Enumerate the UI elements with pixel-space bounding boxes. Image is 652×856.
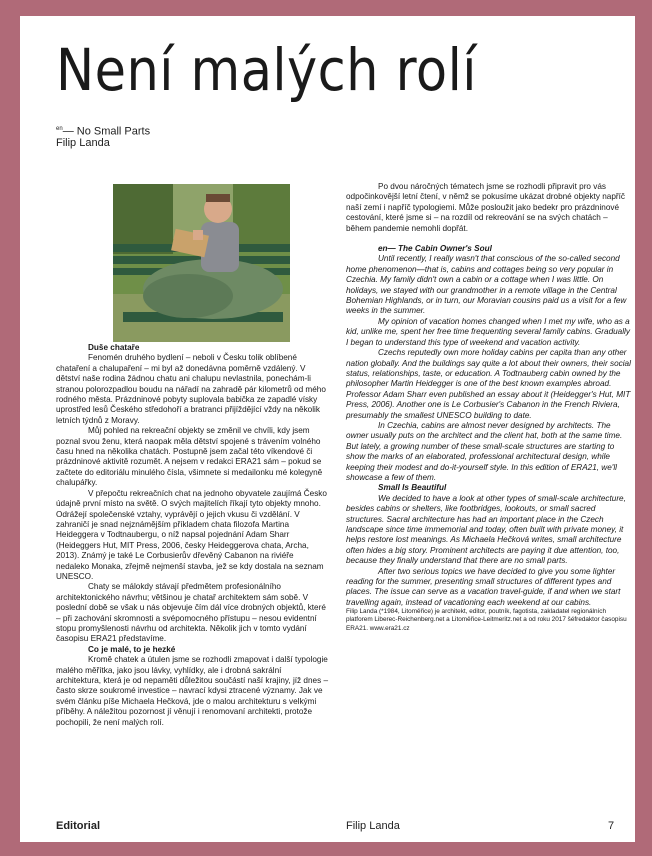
paragraph: Kromě chatek a útulen jsme se rozhodli zmapovat i další typologie malého měřítka, jako jsou lávky, vyhlídky, ale i drobná sakrální architektura, která je od nepaměti důležitou součástí naší krajiny, jíž dnes – často skrze soukromé investice – navrací kdysi ztracené významy. Jak ve svém článku píše Michaela Hečková, jde o malou architekturu s velkými příběhy. A náležitou pozornost jí věnují i renomovaní architekti, protože pochopili, že není malých rolí. [56, 655, 328, 727]
page-number: 7 [608, 820, 615, 832]
paragraph: My opinion of vacation homes changed when I met my wife, who as a kid, unlike me, spent her free time frequenting several family cabins. Gradually I began to understand this type of weekend and vacation activity. [346, 316, 630, 347]
photo-illustration [113, 184, 290, 342]
paragraph: Po dvou náročných tématech jsme se rozhodli připravit pro vás odpočinkovější letní čtení, v němž se pokusíme ukázat drobné objekty napříč naší zemí i napříč typologiemi. Může posloužit jako bedekr pro prázdninové cestování, které jsme si – na rozdíl od rekreování se na svých chatách – během pandemie nemohli dopřát. [346, 182, 625, 233]
paragraph: After two serious topics we have decided to give you some lighter reading for the summer, presenting small structures of different types and places. The issue can serve as a vacation travel-guide, if and when we start travelling again, instead of vacationing each weekend at our cabins. [346, 566, 621, 607]
paragraph: In Czechia, cabins are almost never designed by architects. The owner usually puts on the architect and the client hat, both at the same time. But lately, a growing number of these small-scale structures are starting to show the marks of an elaborated, professional architectural design, while keeping their modest and do-it-yourself style. In this edition of ERA21, we'll showcase a few of them. [346, 420, 623, 482]
subtitle-text: — No Small Parts [62, 125, 151, 138]
paragraph: Until recently, I really wasn't that conscious of the so-called second home phenomenon—that is, cabins and cottages being so very popular in Czechia. My family didn't own a cabin or a cottage when I was little. On holidays, we stayed with our grandmother in a remote village in the Central Bohemian Highlands, or in turn, our Moravian cousins paid us a visit for a few weeks in the summer. [346, 254, 627, 316]
czech-column [56, 343, 328, 728]
paragraph: V přepočtu rekreačních chat na jednoho obyvatele zaujímá Česko údajně první místo na světě. O svých majitelích říkají tyto objekty mnoho. Odrážejí společenské vztahy, vyprávějí o jejich vkusu či vzdělání. V zahraničí je snad nejznámějším příkladem chata filozofa Martina Heideggera v Todtnaubergu, o níž napsal pojednání Adam Sharr (Heideggers Hut, MIT Press, 2006, česky Heideggerova chata, Archa, 2013). Známý je také Le Corbusierův dřevěný Cabanon na riviéře nedaleko Monaka, zřejmě nejmenší stavba, jež se kdy dostala na seznam UNESCO. [56, 488, 327, 581]
footer-section: Editorial [56, 820, 101, 832]
article-photo [113, 184, 290, 342]
paragraph: We decided to have a look at other types of small-scale architecture, besides cabins or shelters, like footbridges, lookouts, or small sacred structures. Sacral architecture has had an important place in the Czech landscape since time immemorial and today, often built with private money, it helps restore lost meanings. As Michaela Hečková writes, small architecture often hides a big story. Prominent architects are paying it due attention, too, because they finally understand that there are no small parts. [346, 493, 626, 566]
section-heading: Duše chataře [88, 343, 140, 352]
section-heading: Small Is Beautiful [378, 483, 447, 493]
english-heading: en— The Cabin Owner's Soul [378, 244, 492, 254]
footer-author: Filip Landa [346, 820, 400, 832]
author-bio: Filip Landa (*1984, Litoměřice) je architekt, editor, poutník, fagotista, zakladatel regionálních platforem Liberec-Reichenberg.net a Litoměřice-Leitmeritz.net a od roku 2017 šéfredaktor časopisu ERA21. www.era21.cz [346, 608, 627, 632]
paragraph: Můj pohled na rekreační objekty se změnil ve chvíli, kdy jsem poznal svou ženu, která naopak měla dětství spojené s trávením volného času hned na několika chatách. Postupně jsem začal této víkendové či prázdninové aktivitě rozumět. A nejsem v redakci ERA21 sám – pokud se začtete do editoriálu minulého čísla, všimnete si medailonku mé kolegyně chalupářky. [56, 426, 323, 488]
right-column [346, 182, 632, 633]
article-title: Není malých rolí [56, 36, 477, 104]
paragraph: Chaty se málokdy stávají předmětem profesionálního architektonického návrhu; většinou je chatař architektem sám sobě. V poslední době se však u nás objevuje čím dál více drobných objektů, které – při zachování skromnosti a svépomocného přístupu – nesou evidentní stopu promyšlenosti návrhu od architekta. Několik jich v tomto vydání časopisu ERA21 představíme. [56, 582, 326, 644]
section-heading: Co je malé, to je hezké [88, 644, 176, 654]
paragraph: Fenomén druhého bydlení – neboli v Česku tolik oblíbené chataření a chalupaření – mi byl až donedávna poměrně vzdálený. V dětství naše rodina žádnou chatu ani chalupu nevlastnila, ponechám-li stranou polorozpadlou boudu na nářadí na zahradě pár kilometrů od mého rodného města. Prázdninové pobyty suplovala babička ze zapadlé vísky uprostřed lesů Českého středohoří a bratranci přijíždějící vždy na několik letních týdnů z Moravy. [56, 353, 326, 425]
paragraph: Czechs reputedly own more holiday cabins per capita than any other nation globally. And the buildings say quite a lot about their owners, their social status, relationships, taste, or education. A Todtnauberg cabin owned by the philosopher Martin Heidegger is one of the best known examples abroad. Professor Adam Sharr even published an essay about it (Heidegger's Hut, MIT Press, 2006). Another one is Le Corbusier's Cabanon in the French Riviera, presumably the smallest UNESCO building to date. [346, 348, 631, 420]
magazine-page [20, 16, 635, 842]
subtitle-prefix: en [56, 126, 63, 132]
author-name: Filip Landa [56, 137, 110, 149]
